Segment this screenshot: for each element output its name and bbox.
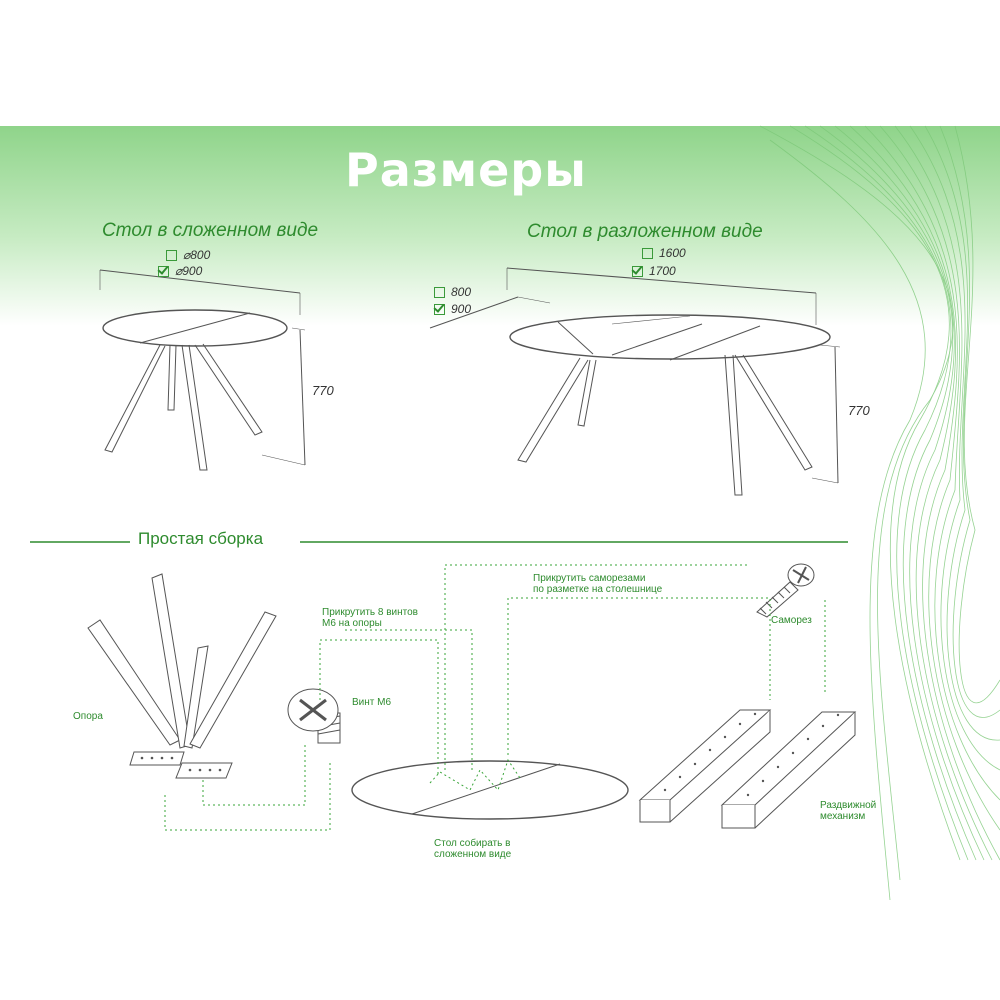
bolt-note-line-1: Прикрутить 8 винтов: [322, 607, 418, 618]
checkbox-checked-icon: [434, 304, 445, 315]
support-legs-drawing: [88, 574, 276, 778]
bolt-label: Винт М6: [352, 697, 392, 708]
wood-screw-drawing: [757, 564, 814, 617]
option-label: 900: [451, 302, 472, 316]
checkbox-icon: [642, 248, 653, 259]
top-note-line-2: сложенном виде: [434, 849, 512, 860]
folded-heading: Стол в сложенном виде: [102, 220, 319, 241]
folded-height-label: 770: [312, 383, 334, 398]
option-label: 1600: [659, 246, 686, 260]
mechanism-line-2: механизм: [820, 811, 866, 822]
top-note-line-1: Стол собирать в: [434, 838, 511, 849]
extended-heading: Стол в разложенном виде: [527, 221, 763, 242]
extended-option-800: [434, 285, 471, 299]
support-label: Опора: [73, 711, 103, 722]
folded-option-800: [166, 248, 210, 262]
extended-option-1700: [632, 264, 676, 278]
bolt-note-line-2: М6 на опоры: [322, 618, 382, 629]
mechanism-label: [820, 800, 876, 822]
extended-height-label: 770: [848, 403, 870, 418]
extended-option-900: [434, 302, 471, 316]
checkbox-icon: [166, 250, 177, 261]
checkbox-checked-icon: [632, 266, 643, 277]
top-note: [434, 838, 511, 860]
option-label: 1700: [649, 264, 676, 278]
option-label: 800: [451, 285, 472, 299]
screw-note: [533, 573, 662, 595]
checkbox-checked-icon: [158, 266, 169, 277]
screw-note-line-1: Прикрутить саморезами: [533, 573, 646, 584]
assembly-heading: Простая сборка: [138, 529, 264, 548]
checkbox-icon: [434, 287, 445, 298]
bolt-m6-drawing: [288, 689, 340, 743]
option-label: ⌀900: [175, 264, 203, 278]
option-label: ⌀800: [183, 248, 211, 262]
screw-label: Саморез: [771, 615, 812, 626]
folded-option-900: [158, 264, 202, 278]
page-title: Размеры: [345, 143, 587, 197]
screw-note-line-2: по разметке на столешнице: [533, 584, 663, 595]
extended-option-1600: [642, 246, 686, 260]
folded-tabletop-drawing: [352, 761, 628, 819]
mechanism-line-1: Раздвижной: [820, 800, 877, 811]
bolt-note: [322, 607, 418, 629]
